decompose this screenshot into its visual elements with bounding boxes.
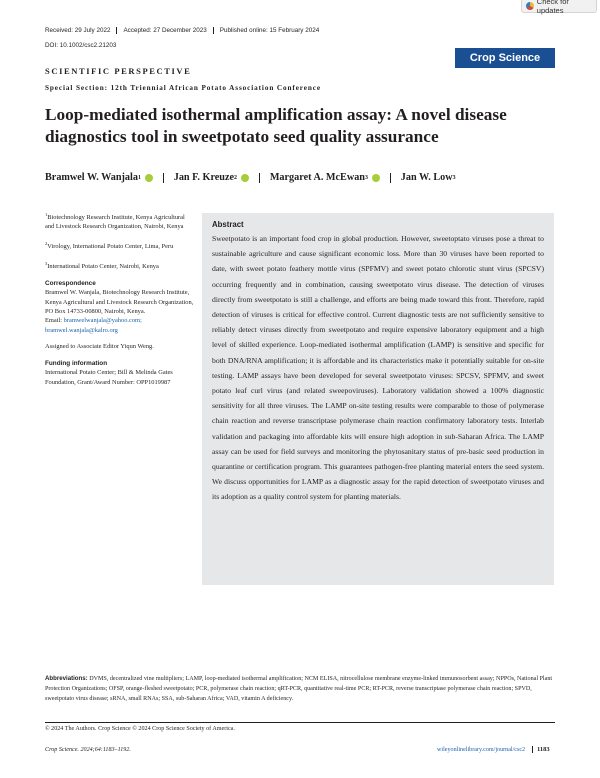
author-affiliation-number: 2	[234, 174, 238, 181]
author-affiliation-number: 3	[452, 174, 456, 181]
abstract-text: Sweetpotato is an important food crop in global production. However, sweetoptato viruses pose a threat to sustainable agriculture and cause significant economic loss. More than 30 viruses have been reported to date, with sweet potato feathery mottle virus (SPFMV) and sweet potato chlorotic stunt virus (SPCSV) occurring frequently and in combination, causing sweetpotato virus disease. The detection of viruses directly from sweetpotato is still a challenge, and efforts are being made toward this front. Therefore, rapid detection of viruses is critical for effective control. Current diagnostic tests are not sufficiently sensitive to reliably detect viruses directly from sweetpotato and require expensive laboratory equipment and a high level of skilled experience. Loop-mediated isothermal amplification (LAMP) is sensitive and specific for both DNA/RNA amplification; it is affordable and its characteristics make it potentially suitable for on-site testing. LAMP assays have been developed for several sweetpotato viruses: SPCSV, SPFMV, and sweet potato leaf curl virus (and related sweepoviruses). Laboratory validation showed a 100% diagnostic sensitivity for all three viruses. The LAMP on-site testing results were comparable to those of polymerase chain reaction and reverse transcriptase polymerase chain reaction confirmatory laboratory tests. Interlab validation and packaging into affordable kits will ensure high adoption in sub-Saharan Africa. The LAMP assay can be used for field surveys and monitoring the phytosanitary status of pre-basic seed production in quarantine or certification program. This guarantees pathogen-free planting material enters the seed system. We discuss opportunities for LAMP as a diagnostic assay for the rapid detection of sweetpotato viruses and its adoption as a quality control system for planting materials.	[212, 234, 544, 502]
abstract-heading: Abstract	[212, 220, 244, 229]
page-number: 1183	[532, 746, 550, 753]
footer-divider	[45, 722, 555, 723]
author-affiliation-number: 3	[364, 174, 368, 181]
affiliation-1	[45, 210, 195, 232]
check-for-updates-label: Check for updates	[536, 0, 569, 15]
check-for-updates-badge[interactable]	[521, 0, 597, 13]
affiliation-number: 2	[45, 241, 48, 247]
author-3	[270, 172, 380, 183]
journal-logo[interactable]: Crop Science	[455, 48, 555, 68]
affiliation-3	[45, 259, 195, 271]
author-separator	[163, 173, 164, 183]
author-name: Margaret A. McEwan	[269, 172, 365, 183]
doi: DOI: 10.1002/csc2.21203	[45, 42, 117, 49]
author-affiliation-number: 1	[137, 174, 141, 181]
correspondence-text: Bramwel W. Wanjala, Biotechnology Research Institute, Kenya Agricultural and Livestock Research Organization, PO Box 14733-00800, Nairobi, Kenya.	[45, 289, 194, 315]
affiliation-text: Virology, International Potato Center, Lima, Peru	[47, 243, 174, 251]
author-2	[174, 172, 249, 183]
correspondence-heading: Correspondence	[45, 280, 96, 288]
author-name: Jan F. Kreuze	[173, 172, 235, 183]
author-separator	[259, 173, 260, 183]
citation: Crop Science. 2024;64:1183–1192.	[45, 747, 131, 753]
funding-heading: Funding information	[45, 360, 108, 368]
article-dates	[45, 27, 325, 34]
email-link-1[interactable]: bramwelwanjala@yahoo.com;	[63, 317, 142, 325]
article-title: Loop-mediated isothermal amplification assay: A novel disease diagnostics tool in sweetpotato seed quality assurance	[45, 105, 507, 146]
affiliation-text: International Potato Center, Nairobi, Kenya	[47, 263, 159, 271]
left-sidebar	[45, 210, 195, 395]
affiliation-number: 1	[45, 212, 48, 217]
special-section-label: Special Section: 12th Triennial African Potato Association Conference	[45, 84, 321, 92]
orcid-icon[interactable]	[145, 174, 153, 182]
section-label: SCIENTIFIC PERSPECTIVE	[45, 66, 192, 76]
copyright: © 2024 The Authors. Crop Science © 2024 Crop Science Society of America.	[45, 726, 235, 732]
accepted-date: Accepted: 27 December 2023	[116, 27, 212, 34]
abstract-box	[202, 213, 554, 585]
email-label: Email:	[45, 317, 63, 325]
author-1	[45, 172, 153, 183]
author-name: Bramwel W. Wanjala	[45, 172, 138, 183]
journal-url-link[interactable]: wileyonlinelibrary.com/journal/csc2	[437, 747, 526, 753]
published-date: Published online: 15 February 2024	[213, 27, 325, 34]
editor-note: Assigned to Associate Editor Yiqun Weng.	[45, 343, 154, 351]
author-separator	[390, 173, 391, 183]
update-icon	[526, 2, 534, 10]
orcid-icon[interactable]	[241, 174, 249, 182]
abbreviations	[45, 674, 555, 704]
author-name: Jan W. Low	[400, 172, 453, 183]
correspondence-block	[45, 288, 195, 334]
affiliation-text: Biotechnology Research Institute, Kenya Agricultural and Livestock Research Organization, Nairobi, Kenya	[45, 214, 185, 231]
author-4	[401, 172, 456, 183]
affiliation-number: 3	[45, 261, 48, 267]
received-date: Received: 29 July 2022	[45, 27, 111, 34]
affiliation-2	[45, 239, 195, 251]
funding-text: International Potato Center; Bill & Melinda Gates Foundation, Grant/Award Number: OPP1019987	[45, 369, 173, 386]
orcid-icon[interactable]	[372, 174, 380, 182]
author-list	[45, 172, 456, 183]
abbreviations-text: DVMS, decentralized vine multipliers; LAMP, loop-mediated isothermal amplification; NCM ELISA, nitrocellulose membrane enzyme-linked immunosorbent assay; NPPOs, National Plant Protection Organizations; OFSP, orange-fleshed sweetpotato; PCR, polymerase chain reaction; qRT-PCR, quantitative real-time PCR; RT-PCR, reverse transcriptase polymerase chain reaction; SPVD, sweetpotato virus disease; sRNA, small RNAs; SSA, sub-Saharan Africa; VAD, vitamin A deficiency.	[45, 676, 553, 703]
email-link-2[interactable]: bramwel.wanjala@kalro.org	[45, 326, 118, 334]
abbreviations-label: Abbreviations:	[45, 675, 88, 682]
